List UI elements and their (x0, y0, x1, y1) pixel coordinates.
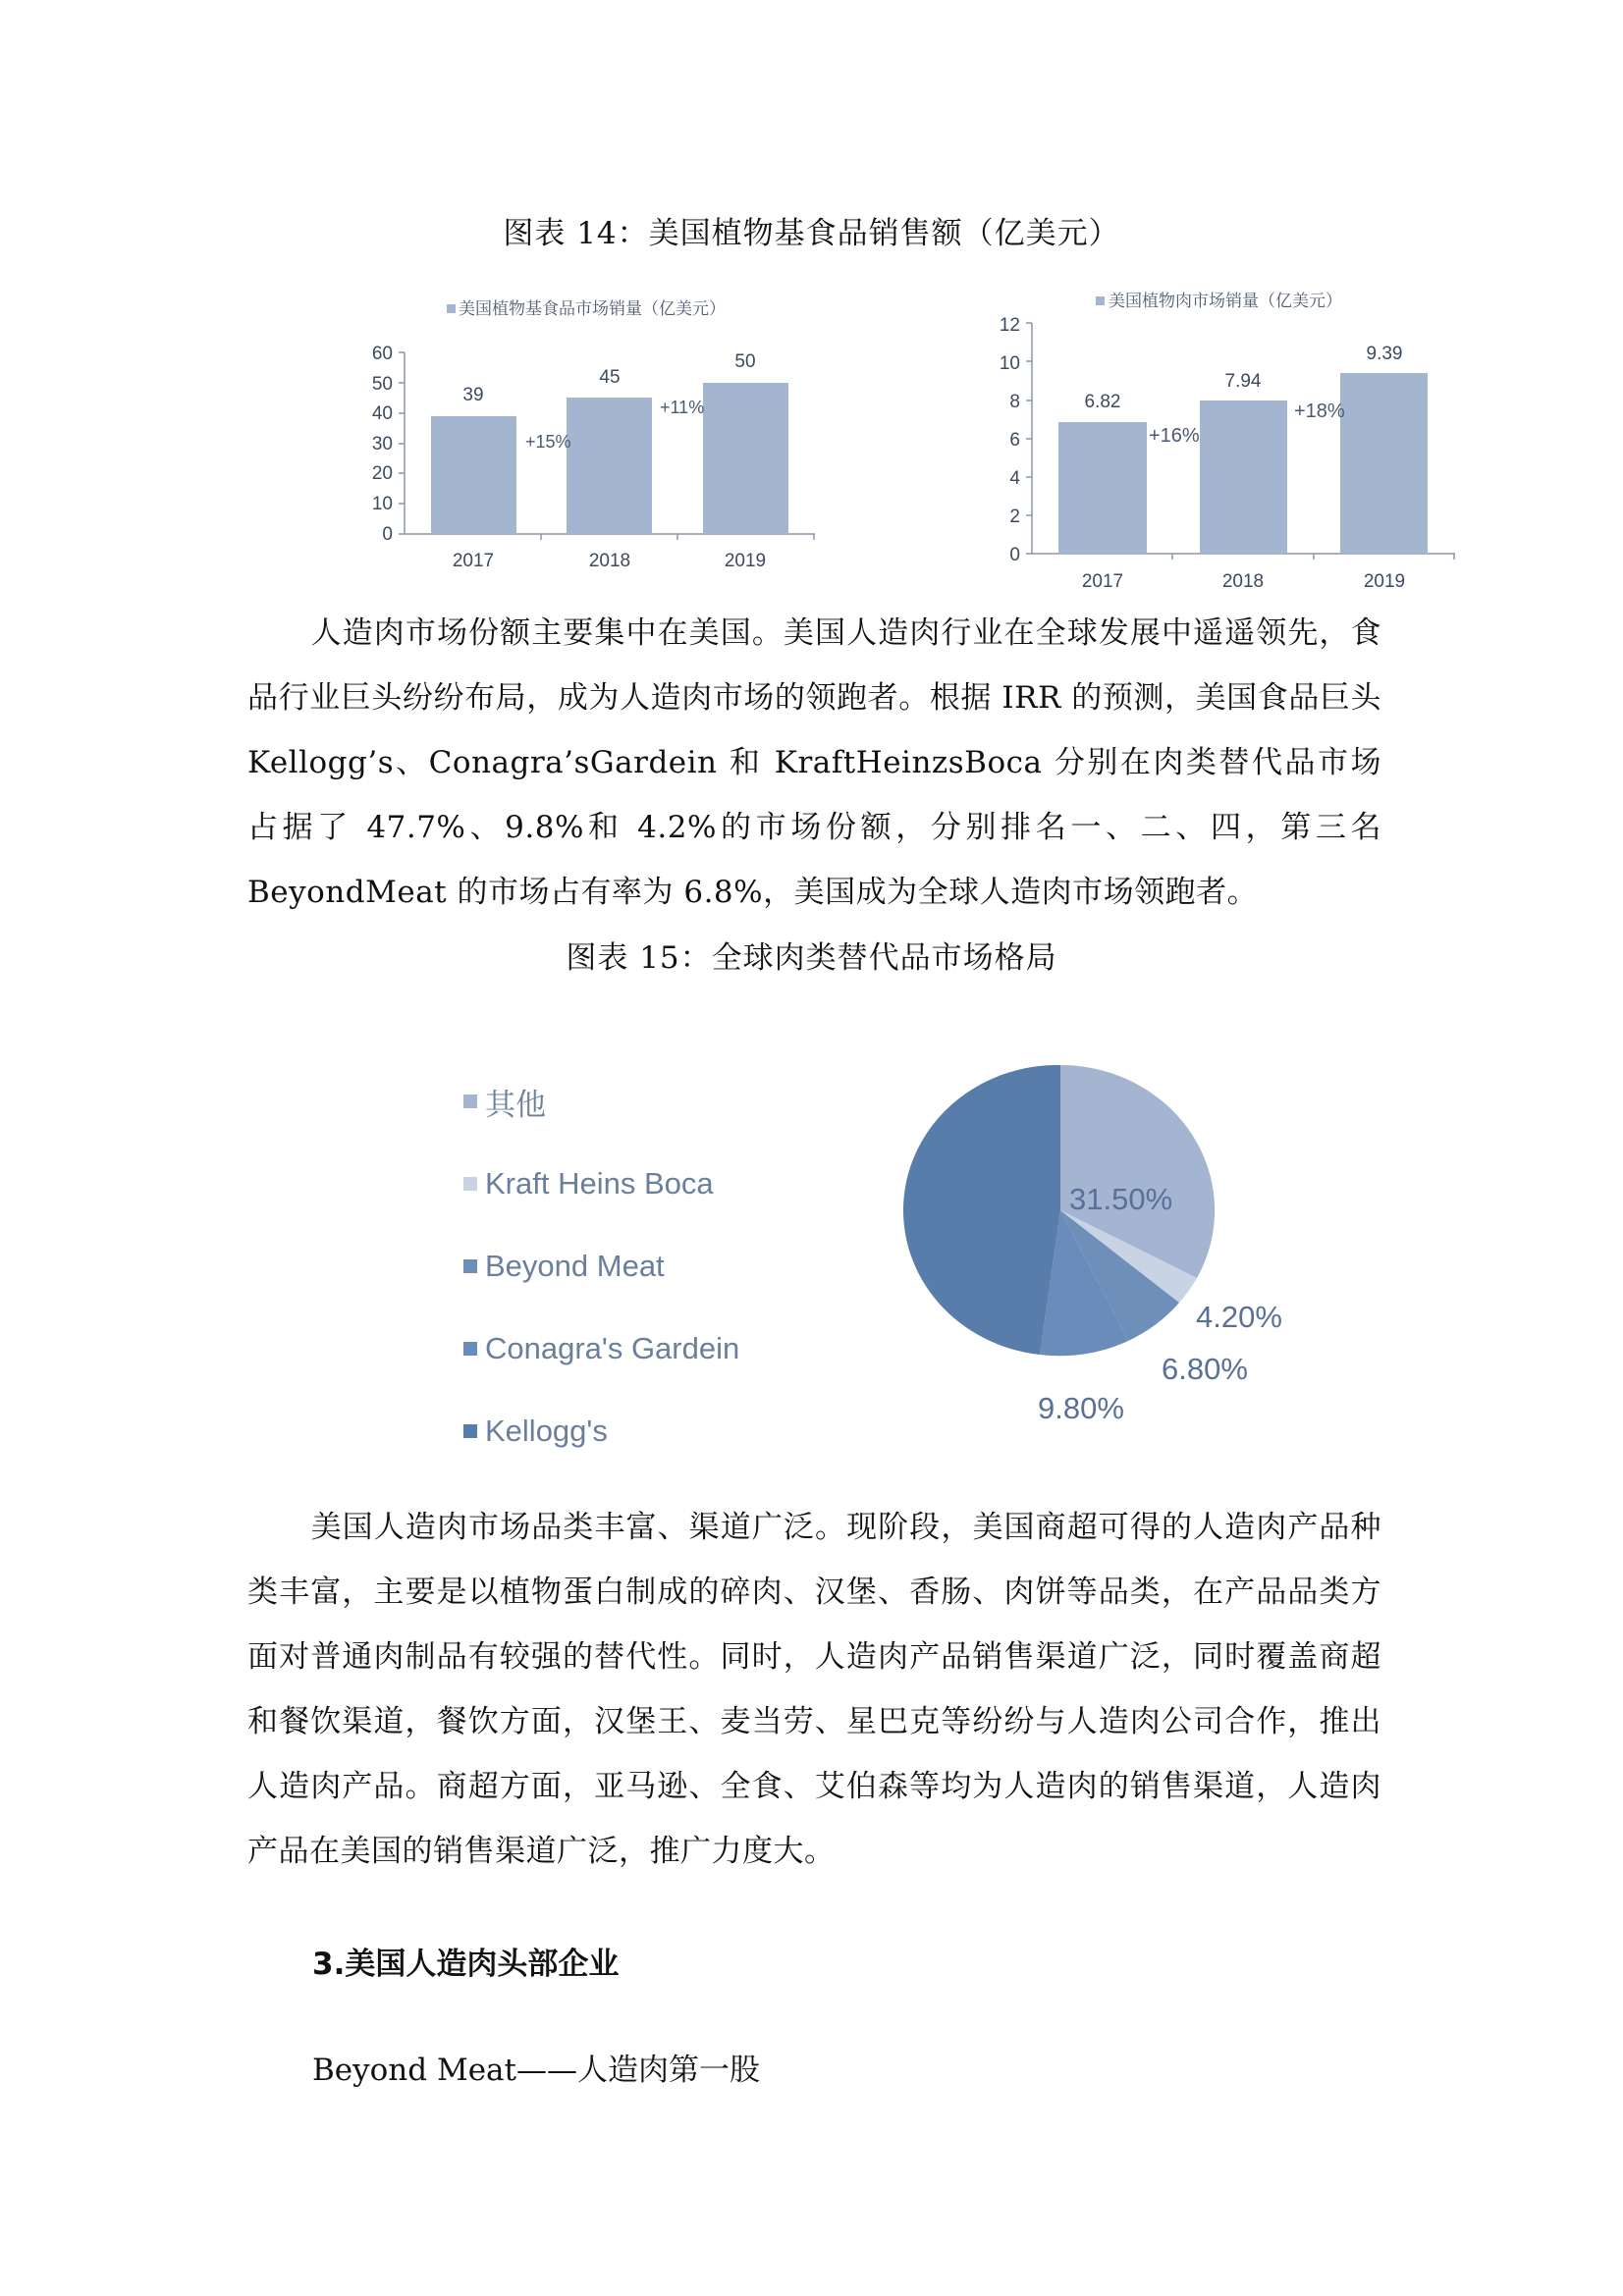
slice-label: 6.80% (1162, 1352, 1248, 1386)
bar-value: 9.39 (1366, 344, 1403, 364)
y-tick: 4 (1009, 468, 1020, 489)
bar-value: 39 (462, 385, 484, 405)
legend-item-other: 其他 (463, 1060, 739, 1143)
legend-swatch (1096, 296, 1105, 305)
growth-annotation: +18% (1294, 400, 1345, 422)
paragraph-market-share: 人造肉市场份额主要集中在美国。美国人造肉行业在全球发展中遥遥领先，食品行业巨头纷纷布局，成为人造肉市场的领跑者。根据 IRR 的预测，美国食品巨头 Kellogg’s、Conagra’sGardein 和 KraftHeinzsBoca 分别在肉类替代品市场占据了 47.7%、9.8%和 4.2%的市场份额，分别排名一、二、四，第三名 BeyondMeat 的市场占有率为 6.8%，美国成为全球人造肉市场领跑者。 (247, 615, 1381, 910)
chart2-legend: 美国植物肉市场销量（亿美元） (1109, 292, 1342, 310)
y-tick: 50 (371, 374, 393, 395)
slice-kellogg (903, 1065, 1060, 1355)
chart-plant-meat-sales (982, 275, 1532, 599)
pie-legend (463, 1060, 739, 1472)
bar-2018 (567, 398, 652, 534)
paragraph-categories-channels: 美国人造肉市场品类丰富、渠道广泛。现阶段，美国商超可得的人造肉产品种类丰富，主要是以植物蛋白制成的碎肉、汉堡、香肠、肉饼等品类，在产品品类方面对普通肉制品有较强的替代性。同时，人造肉产品销售渠道广泛，同时覆盖商超和餐饮渠道，餐饮方面，汉堡王、麦当劳、星巴克等纷纷与人造肉公司合作，推出人造肉产品。商超方面，亚马逊、全食、艾伯森等均为人造肉的销售渠道，人造肉产品在美国的销售渠道广泛，推广力度大。 (247, 1510, 1381, 1869)
growth-annotation: +15% (525, 432, 571, 452)
y-tick: 40 (371, 403, 393, 424)
slice-label: 9.80% (1038, 1391, 1124, 1425)
y-tick: 12 (999, 315, 1020, 336)
bar-2017 (1058, 422, 1147, 554)
bar-value: 45 (599, 367, 621, 388)
slice-label: 31.50% (1069, 1182, 1173, 1216)
y-tick: 0 (382, 524, 393, 545)
chart1-legend: 美国植物基食品市场销量（亿美元） (459, 299, 726, 318)
slice-label: 4.20% (1196, 1300, 1282, 1334)
x-tick: 2019 (724, 551, 767, 571)
figure-15-caption: 图表 15：全球肉类替代品市场格局 (566, 940, 1057, 976)
bar-value: 6.82 (1084, 392, 1121, 412)
bar-2017 (431, 416, 516, 534)
bar-2019 (1340, 373, 1428, 554)
x-tick: 2017 (1081, 571, 1124, 592)
y-tick: 30 (371, 434, 393, 454)
y-tick: 10 (999, 353, 1020, 374)
legend-item-kellogg: Kellogg's (463, 1390, 739, 1472)
x-tick: 2017 (452, 551, 495, 571)
y-tick: 60 (371, 344, 393, 364)
legend-swatch (447, 304, 456, 313)
y-tick: 0 (1009, 545, 1020, 565)
x-tick: 2019 (1363, 571, 1406, 592)
y-tick: 6 (1009, 430, 1020, 451)
legend-item-conagra: Conagra's Gardein (463, 1308, 739, 1390)
y-tick: 8 (1009, 392, 1020, 412)
chart-plant-based-food-sales (324, 275, 874, 589)
y-tick: 20 (371, 463, 393, 484)
y-tick: 10 (371, 494, 393, 514)
section-heading: 3.美国人造肉头部企业 (312, 1947, 620, 1982)
bar-2019 (703, 383, 788, 534)
figure-14-caption: 图表 14：美国植物基食品销售额（亿美元） (503, 216, 1120, 251)
bar-value: 7.94 (1224, 371, 1262, 392)
growth-annotation: +16% (1149, 425, 1200, 447)
legend-item-beyond: Beyond Meat (463, 1225, 739, 1308)
subsection-title: Beyond Meat——人造肉第一股 (312, 2053, 760, 2088)
chart-meat-substitute-market-pie (884, 1041, 1335, 1453)
bar-value: 50 (734, 351, 756, 372)
x-tick: 2018 (1221, 571, 1265, 592)
x-tick: 2018 (588, 551, 631, 571)
y-tick: 2 (1009, 507, 1020, 527)
legend-item-kraft: Kraft Heins Boca (463, 1143, 739, 1225)
bar-2018 (1200, 400, 1287, 554)
growth-annotation: +11% (660, 398, 705, 417)
